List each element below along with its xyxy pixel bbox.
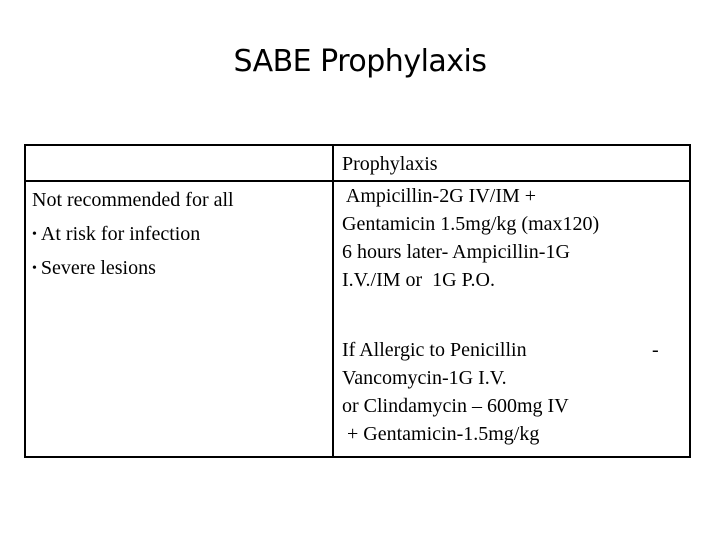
bullet-icon: • [32,261,37,277]
allergy-line: or Clindamycin – 600mg IV [342,395,569,417]
bullet-item-severe [32,254,234,288]
regimen-line: 6 hours later- Ampicillin-1G [342,241,570,263]
slide-title: SABE Prophylaxis [233,44,487,79]
column-divider [332,146,334,456]
left-column-cell [32,186,234,288]
penicillin-allergy-block [342,336,569,448]
regimen-line: Ampicillin-2G IV/IM + [342,185,537,207]
bullet-text: Severe lesions [40,257,156,279]
bullet-item-at-risk [32,220,234,254]
bullet-icon: • [32,227,37,243]
regimen-line: I.V./IM or 1G P.O. [342,269,495,291]
prophylaxis-table [24,144,691,458]
allergy-line: + Gentamicin-1.5mg/kg [342,423,540,445]
header-prophylaxis: Prophylaxis [342,153,438,175]
regimen-block [342,182,599,294]
allergy-line: If Allergic to Penicillin [342,339,527,361]
bullet-text: At risk for infection [40,223,201,245]
regimen-line: Gentamicin 1.5mg/kg (max120) [342,213,600,235]
dash-mark: - [652,339,659,361]
not-recommended-text: Not recommended for all [32,189,234,211]
allergy-line: Vancomycin-1G I.V. [342,367,507,389]
